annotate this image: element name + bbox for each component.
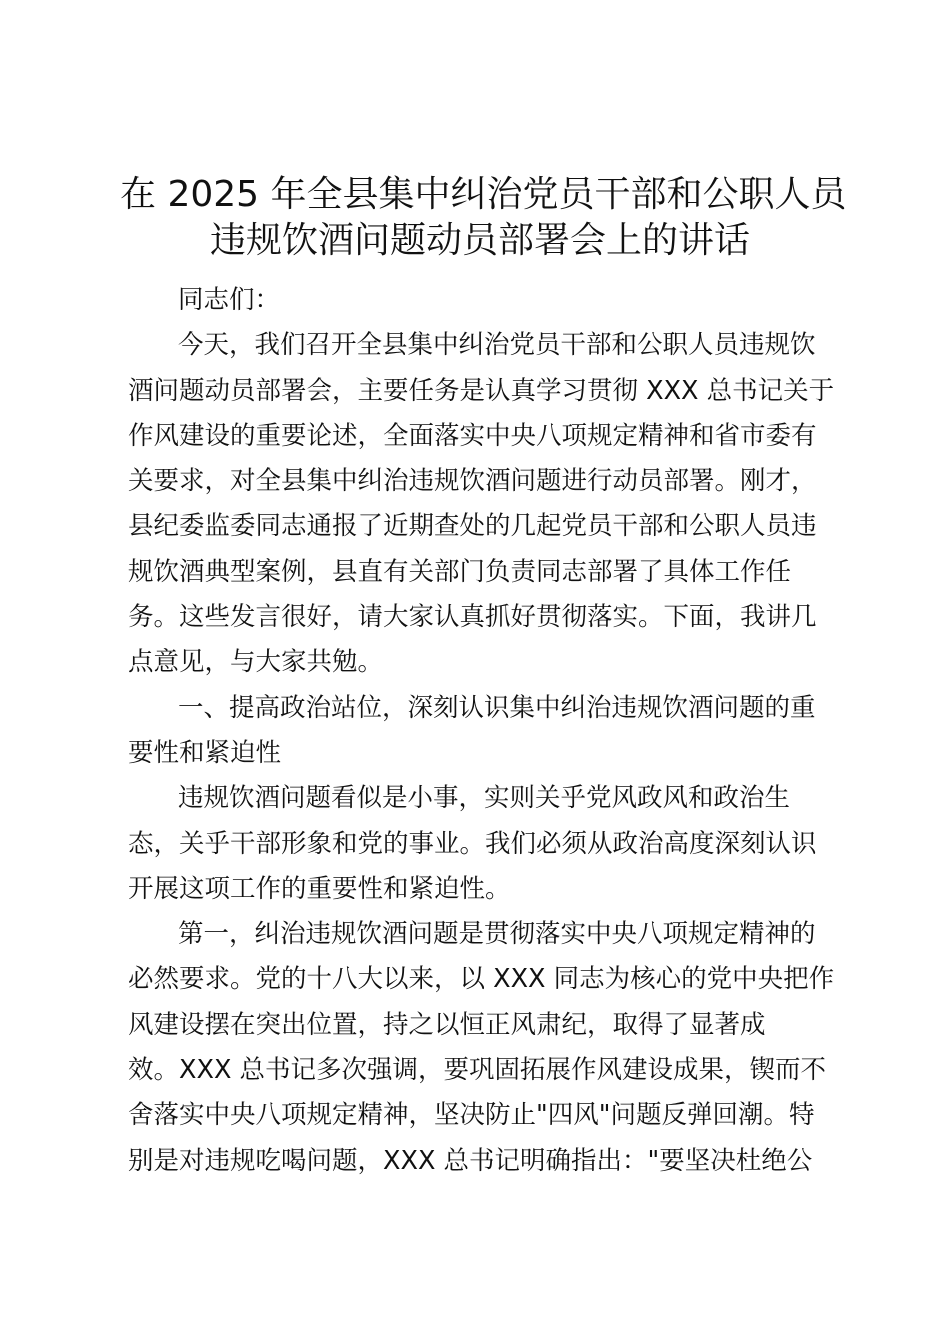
section-heading-line: 一、提高政治站位，深刻认识集中纠治违规饮酒问题的重	[178, 692, 816, 723]
paragraph-line: 规饮酒典型案例，县直有关部门负责同志部署了具体工作任	[128, 556, 792, 587]
section-heading-line: 要性和紧迫性	[128, 737, 282, 768]
paragraph-line: 开展这项工作的重要性和紧迫性。	[128, 873, 511, 904]
paragraph-line: 效。XXX 总书记多次强调，要巩固拓展作风建设成果，锲而不	[128, 1055, 827, 1086]
paragraph-line: 关要求，对全县集中纠治违规饮酒问题进行动员部署。刚才，	[128, 466, 817, 497]
document-body	[128, 278, 838, 1184]
paragraph-line: 风建设摆在突出位置，持之以恒正风肃纪，取得了显著成	[128, 1009, 766, 1040]
paragraph-line: 别是对违规吃喝问题，XXX 总书记明确指出："要坚决杜绝公	[128, 1145, 813, 1176]
paragraph-line: 酒问题动员部署会，主要任务是认真学习贯彻 XXX 总书记关于	[128, 375, 835, 406]
paragraph-line: 作风建设的重要论述，全面落实中央八项规定精神和省市委有	[128, 420, 817, 451]
paragraph-line: 违规饮酒问题看似是小事，实则关乎党风政风和政治生	[178, 783, 791, 814]
paragraph-line: 态，关乎干部形象和党的事业。我们必须从政治高度深刻认识	[128, 828, 817, 859]
title-line-1: 在 2025 年全县集中纠治党员干部和公职人员	[120, 174, 847, 215]
paragraph-line: 务。这些发言很好，请大家认真抓好贯彻落实。下面，我讲几	[128, 602, 817, 633]
paragraph-line: 必然要求。党的十八大以来，以 XXX 同志为核心的党中央把作	[128, 964, 835, 995]
document-title	[120, 172, 847, 264]
paragraph-line: 点意见，与大家共勉。	[128, 647, 384, 678]
paragraph-line: 第一，纠治违规饮酒问题是贯彻落实中央八项规定精神的	[178, 919, 816, 950]
paragraph-line: 今天，我们召开全县集中纠治党员干部和公职人员违规饮	[178, 330, 816, 361]
paragraph-line: 舍落实中央八项规定精神，坚决防止"四风"问题反弹回潮。特	[128, 1100, 815, 1131]
salutation: 同志们：	[178, 285, 281, 315]
paragraph-line: 县纪委监委同志通报了近期查处的几起党员干部和公职人员违	[128, 511, 817, 542]
title-line-2: 违规饮酒问题动员部署会上的讲话	[209, 220, 750, 261]
